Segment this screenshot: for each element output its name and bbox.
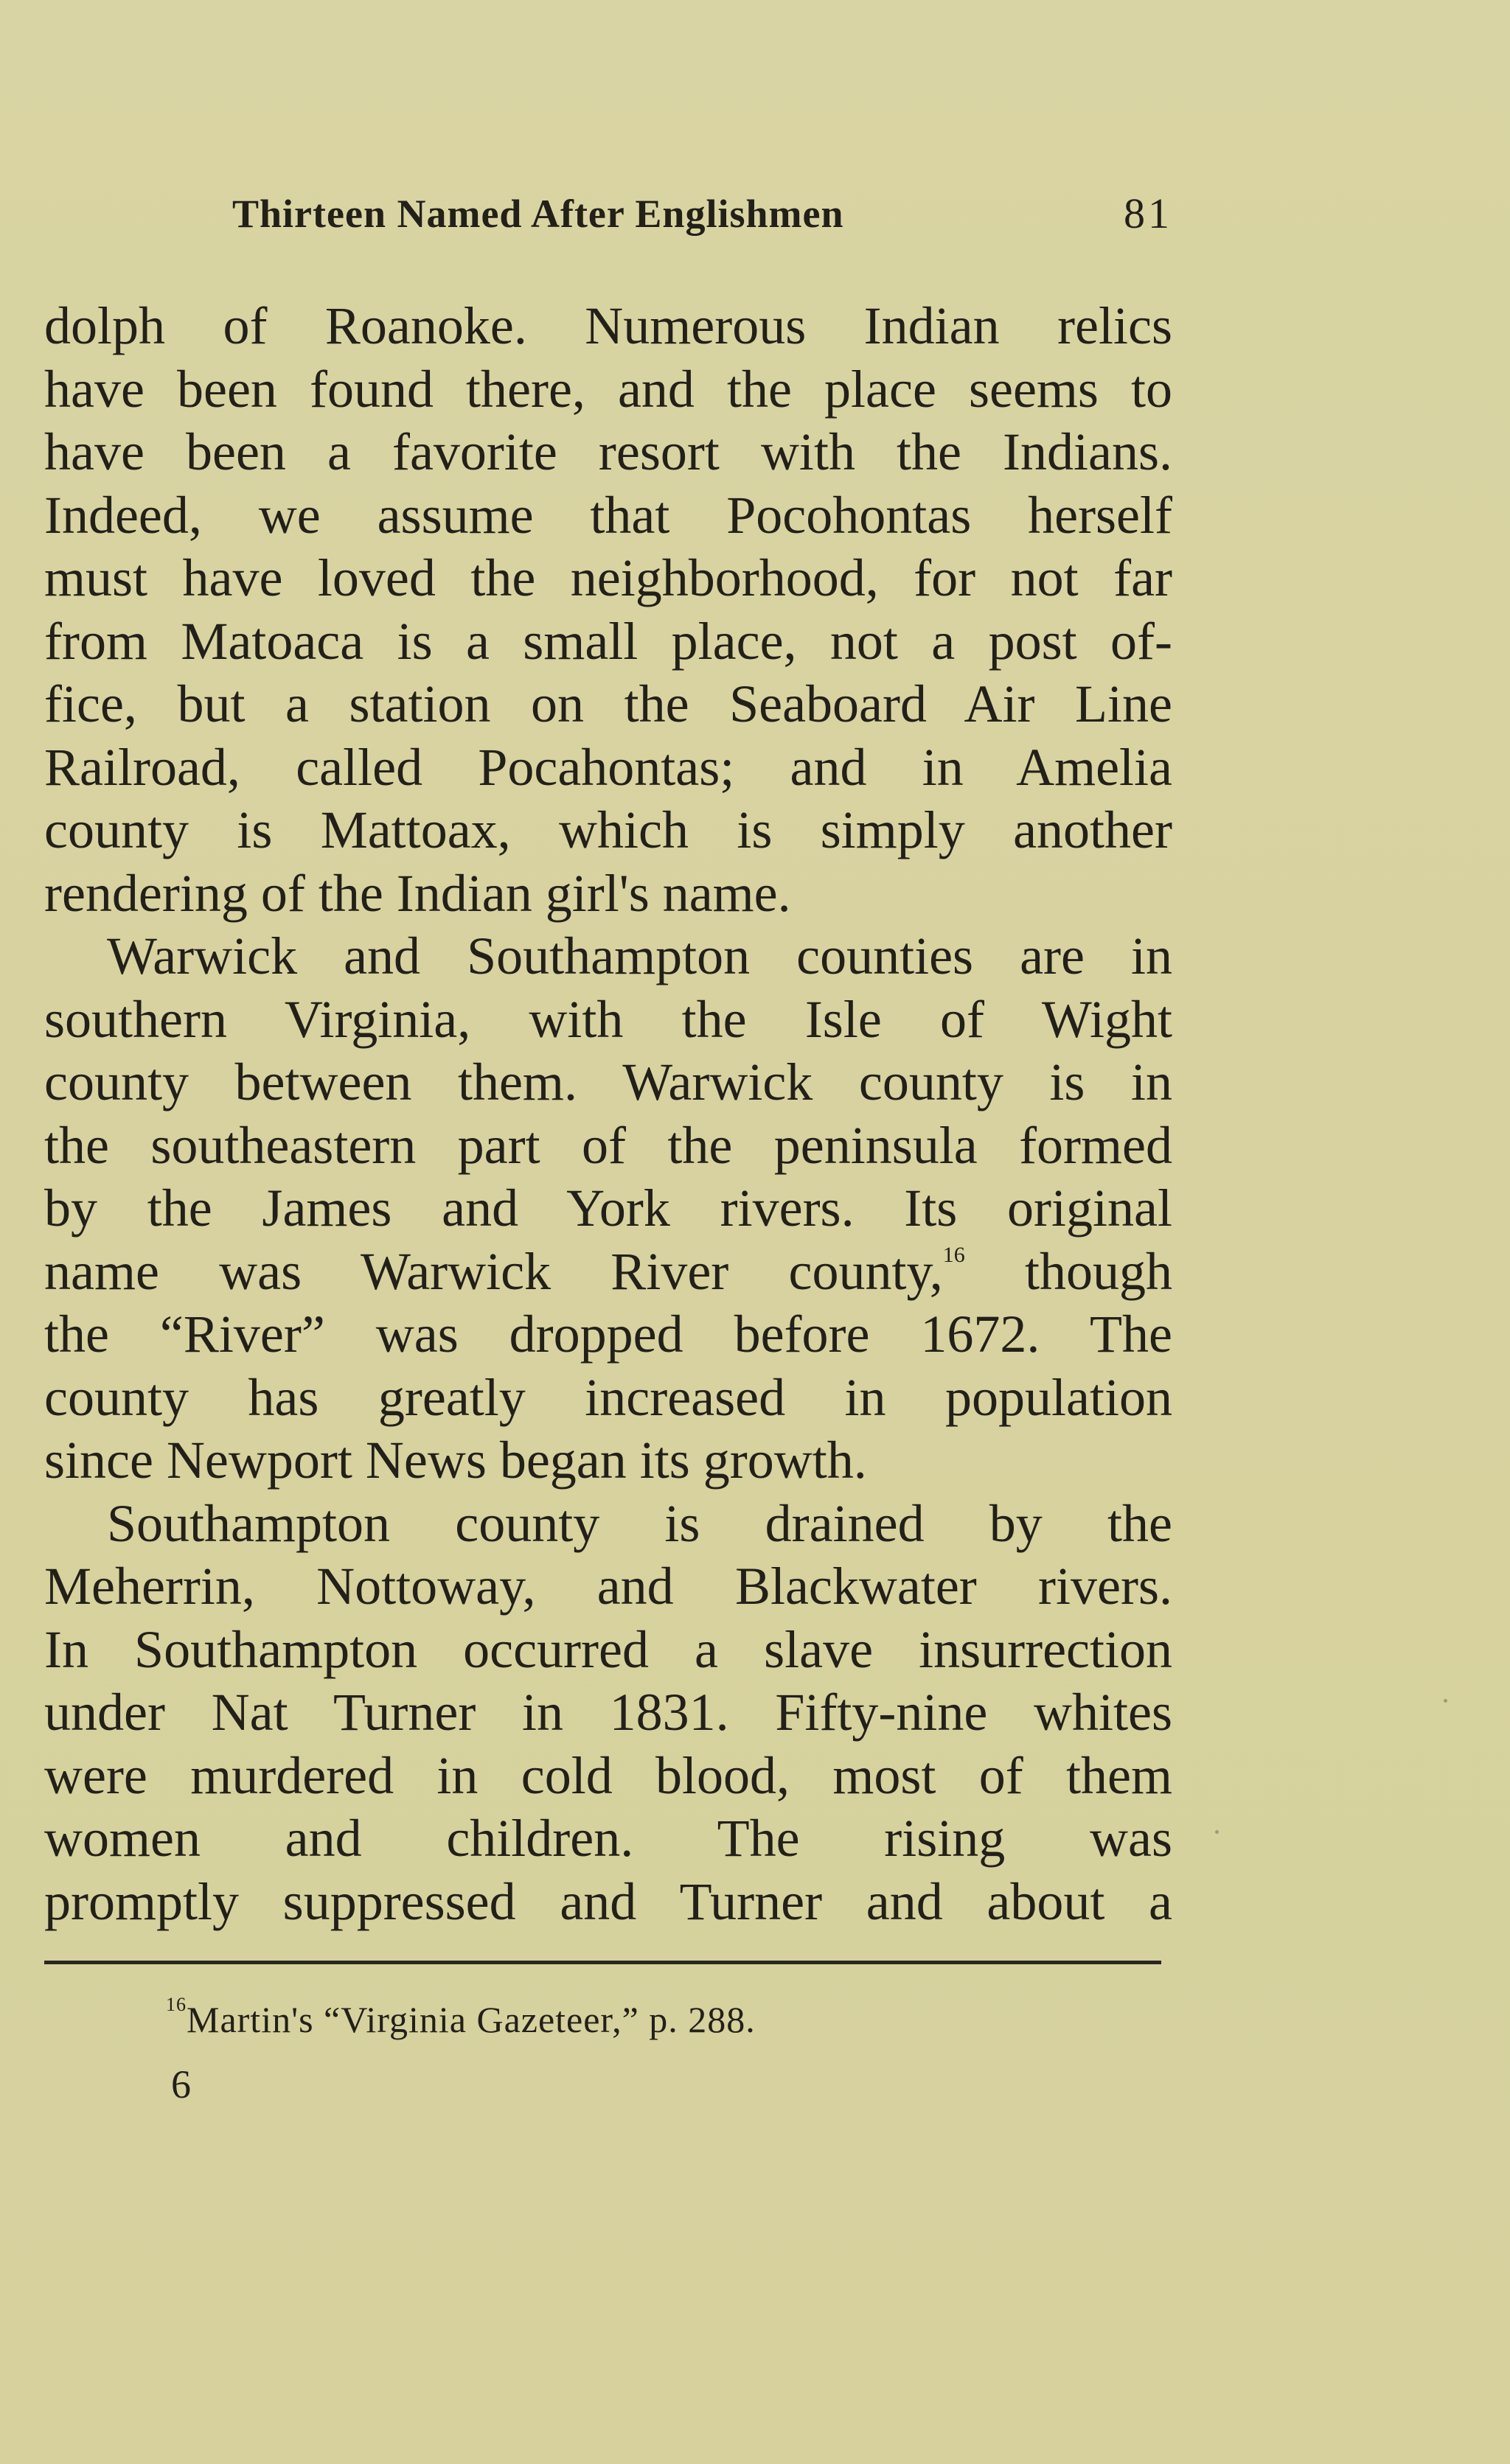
text-line: under Nat Turner in 1831. Fifty-nine whites xyxy=(44,1683,1172,1742)
text-segment: name was Warwick River county, xyxy=(44,1241,943,1301)
text-line: In Southampton occurred a slave insurrection xyxy=(44,1619,1172,1679)
text-line: women and children. The rising was xyxy=(44,1809,1172,1868)
running-header xyxy=(44,184,1172,243)
text-line: fice, but a station on the Seaboard Air Line xyxy=(44,674,1172,733)
text-line: from Matoaca is a small place, not a post of- xyxy=(44,611,1172,671)
text-line: must have loved the neighborhood, for not far xyxy=(44,548,1172,607)
text-segment: though xyxy=(964,1241,1172,1301)
footnote-reference: 16 xyxy=(942,1242,965,1267)
text-line-with-footnote-ref xyxy=(44,1240,1172,1304)
text-line: dolph of Roanoke. Numerous Indian relics xyxy=(44,296,1172,355)
text-line: have been a favorite resort with the Indians. xyxy=(44,422,1172,481)
text-line: have been found there, and the place seems to xyxy=(44,359,1172,419)
text-line: Meherrin, Nottoway, and Blackwater rivers. xyxy=(44,1557,1172,1616)
text-line: county between them. Warwick county is in xyxy=(44,1053,1172,1111)
body-text xyxy=(44,295,1172,1933)
text-line: Indeed, we assume that Pocohontas herself xyxy=(44,485,1172,545)
text-line: the “River” was dropped before 1672. The xyxy=(44,1305,1172,1364)
text-line: since Newport News began its growth. xyxy=(44,1431,867,1490)
footnote-text: Martin's “Virginia Gazeteer,” p. 288. xyxy=(187,1999,756,2040)
paper-speck xyxy=(1444,1699,1447,1703)
text-line: by the James and York rivers. Its original xyxy=(44,1179,1172,1238)
text-line: the southeastern part of the peninsula formed xyxy=(44,1115,1172,1175)
page-number: 81 xyxy=(1124,189,1172,237)
text-line: promptly suppressed and Turner and about a xyxy=(44,1871,1172,1931)
text-line: county has greatly increased in population xyxy=(44,1367,1172,1427)
text-line: southern Virginia, with the Isle of Wight xyxy=(44,989,1172,1049)
paper-speck xyxy=(1215,1830,1219,1834)
footnote-divider xyxy=(44,1961,1161,1964)
text-line: county is Mattoax, which is simply another xyxy=(44,800,1172,859)
running-title: Thirteen Named After Englishmen xyxy=(232,192,844,236)
paragraph-start-line: Southampton county is drained by the xyxy=(107,1493,1172,1553)
text-line: rendering of the Indian girl's name. xyxy=(44,863,791,923)
footnote xyxy=(166,1994,756,2045)
paragraph-start-line: Warwick and Southampton counties are in xyxy=(107,926,1172,985)
text-line: Railroad, called Pocahontas; and in Amelia xyxy=(44,737,1172,797)
text-line: were murdered in cold blood, most of them xyxy=(44,1745,1172,1805)
footnote-marker: 16 xyxy=(166,1994,187,2015)
signature-mark: 6 xyxy=(171,2062,191,2107)
